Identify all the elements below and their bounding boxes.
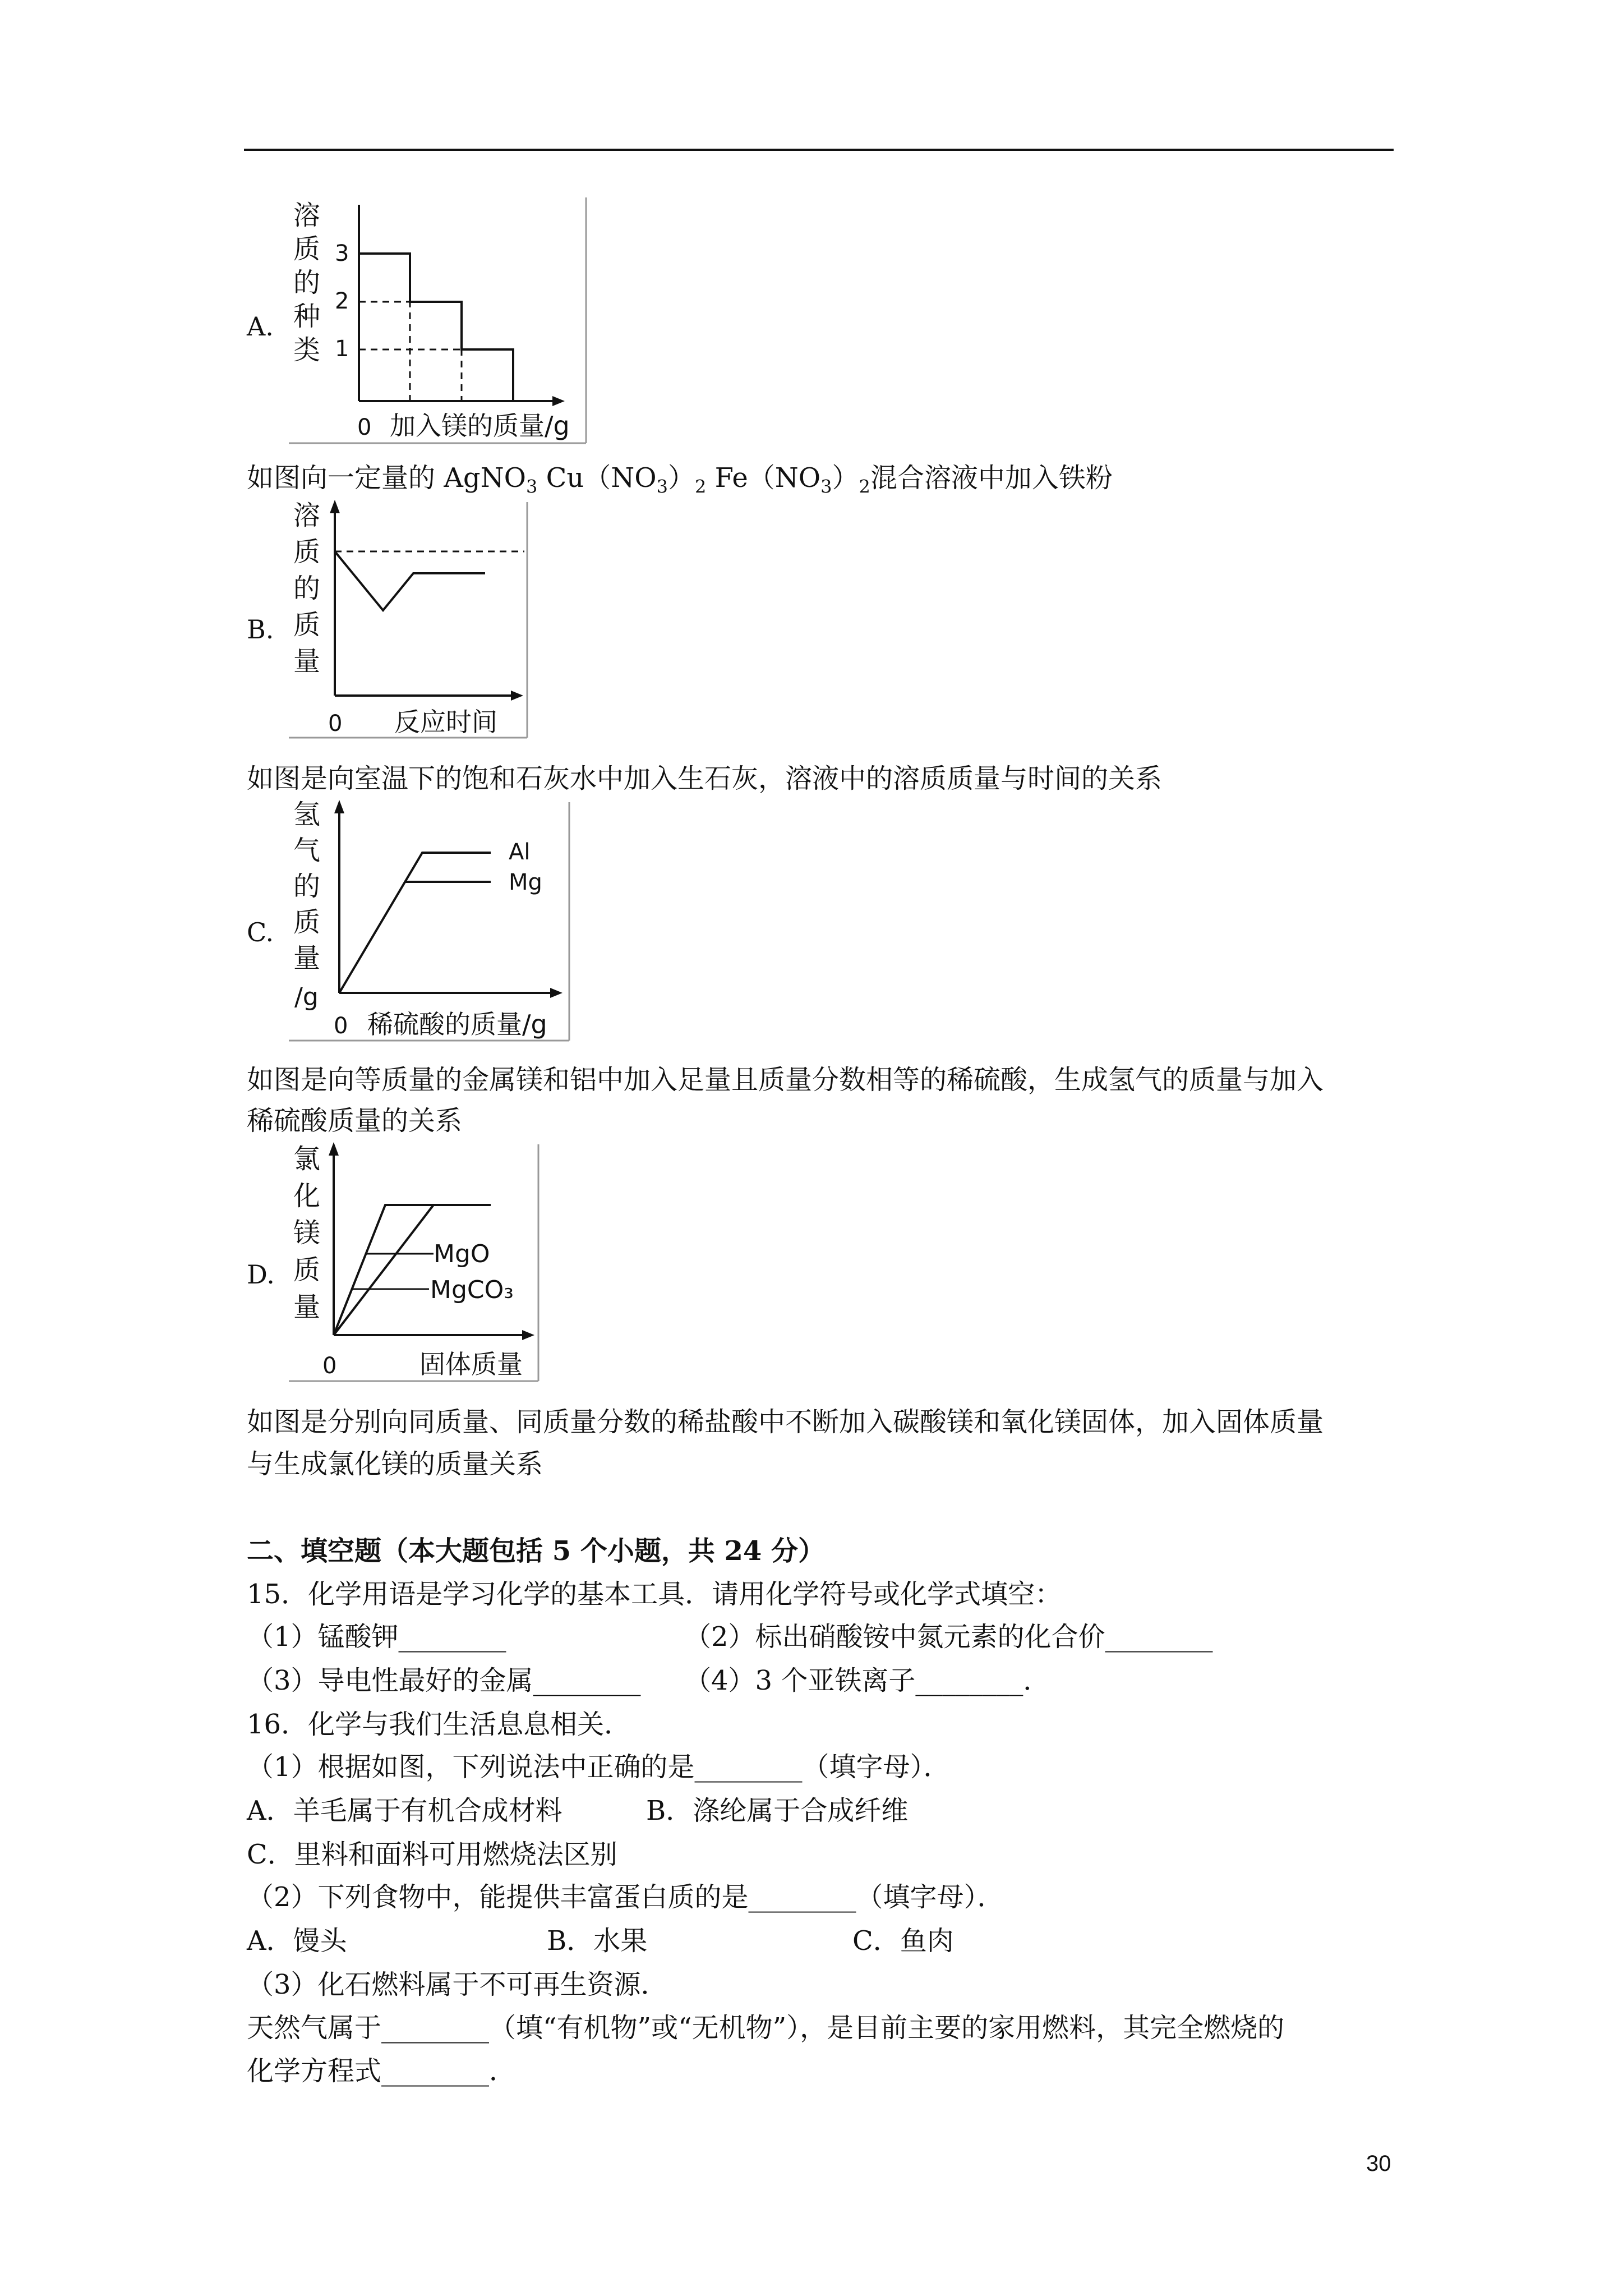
origin-label: 0 (357, 415, 372, 440)
question-15: 15．化学用语是学习化学的基本工具．请用化学符号或化学式填空： (247, 1579, 1062, 1610)
question-15-item-1: （1）锰酸钾________ (247, 1621, 506, 1653)
x-axis-label: 反应时间 (394, 707, 497, 737)
option-a-label: A. (247, 311, 274, 342)
ylabel-char: 化 (293, 1180, 321, 1212)
ylabel-char: 氢 (293, 799, 321, 830)
series-label-mgco3: MgCO₃ (430, 1276, 514, 1304)
caption-d-line2: 与生成氯化镁的质量关系 (247, 1448, 543, 1480)
question-15-item-4: （4）3 个亚铁离子________． (684, 1665, 1050, 1696)
question-16: 16．化学与我们生活息息相关． (247, 1709, 631, 1740)
dashed-guides (359, 254, 513, 401)
x-axis-label: 稀硫酸的质量/g (367, 1009, 547, 1039)
series-label-al: Al (509, 839, 531, 865)
question-15-item-2: （2）标出硝酸铵中氮元素的化合价________ (684, 1621, 1213, 1653)
y-tick-label: 1 (335, 336, 349, 362)
ylabel-char: 质 (293, 536, 321, 568)
line-al (339, 853, 491, 993)
question-16-part-3-line-1: 天然气属于________（填“有机物”或“无机物”），是目前主要的家用燃料，其完全燃烧的 (247, 2012, 1285, 2044)
ylabel-unit: /g (294, 983, 319, 1011)
origin-label: 0 (322, 1353, 337, 1379)
question-16-2-option-c: C．鱼肉 (852, 1925, 954, 1957)
question-16-option-c: C．里料和面料可用燃烧法区别 (247, 1839, 617, 1870)
caption-c-line2: 稀硫酸质量的关系 (247, 1105, 463, 1137)
series-label-mg: Mg (509, 869, 542, 895)
ylabel-char: 质 (293, 233, 321, 265)
origin-label: 0 (328, 711, 343, 737)
ylabel-char: 氯 (293, 1143, 321, 1175)
question-16-part-2: （2）下列食物中，能提供丰富蛋白质的是________（填字母）． (247, 1881, 1004, 1913)
question-15-item-3: （3）导电性最好的金属________ (247, 1665, 641, 1696)
ylabel-char: 量 (293, 1291, 321, 1323)
figure-c-chart (289, 797, 575, 1046)
section-heading: 二、填空题（本大题包括 5 个小题，共 24 分） (247, 1535, 826, 1567)
origin-label: 0 (334, 1013, 348, 1039)
ylabel-char: 种 (293, 301, 321, 332)
line-mgco3 (334, 1205, 434, 1335)
mass-curve (335, 551, 485, 610)
caption-c-line1: 如图是向等质量的金属镁和铝中加入足量且质量分数相等的稀硫酸，生成氢气的质量与加入 (247, 1064, 1324, 1096)
ylabel-char: 的 (293, 871, 321, 902)
ylabel-char: 溶 (293, 500, 321, 531)
option-c-label: C. (247, 917, 274, 947)
ylabel-char: 的 (293, 573, 321, 604)
question-16-part-3-line-2: 化学方程式________． (247, 2055, 517, 2087)
figure-b-chart (289, 496, 536, 743)
step-line (359, 254, 513, 401)
ylabel-char: 质 (293, 609, 321, 641)
ylabel-char: 的 (293, 267, 321, 298)
question-16-part-1: （1）根据如图，下列说法中正确的是________（填字母）． (247, 1751, 951, 1783)
caption-b: 如图是向室温下的饱和石灰水中加入生石灰，溶液中的溶质质量与时间的关系 (247, 763, 1163, 794)
question-16-part-3: （3）化石燃料属于不可再生资源． (247, 1969, 668, 2000)
figure-a-chart (289, 191, 603, 449)
ylabel-char: 量 (293, 646, 321, 677)
ylabel-char: 量 (293, 942, 321, 974)
ylabel-char: 类 (293, 334, 321, 366)
caption-d-line1: 如图是分别向同质量、同质量分数的稀盐酸中不断加入碳酸镁和氧化镁固体，加入固体质量 (247, 1406, 1324, 1438)
option-d-label: D. (247, 1259, 275, 1290)
ylabel-char: 质 (293, 1254, 321, 1286)
caption-a: 如图向一定量的 AgNO$_3$ $Cu(NO_3)_2$ $Fe(NO_3)_2$混合溶液中加入铁粉 (247, 462, 1113, 498)
line-mgo (334, 1205, 491, 1335)
ylabel-char: 气 (293, 835, 321, 866)
series-label-mgo: MgO (434, 1240, 490, 1268)
ylabel-char: 溶 (293, 200, 321, 231)
ylabel-char: 镁 (293, 1217, 321, 1249)
question-16-option-a: A．羊毛属于有机合成材料 (247, 1795, 562, 1826)
question-16-option-b: B．涤纶属于合成纤维 (646, 1795, 909, 1826)
x-axis-label: 固体质量 (419, 1349, 523, 1379)
y-tick-label: 2 (335, 288, 349, 314)
question-16-2-option-b: B．水果 (547, 1925, 648, 1957)
figure-d-chart (289, 1139, 547, 1388)
header-rule (244, 149, 1394, 151)
question-16-2-option-a: A．馒头 (247, 1925, 347, 1957)
y-tick-label: 3 (335, 241, 349, 266)
page-number: 30 (1366, 2151, 1391, 2176)
option-b-label: B. (247, 614, 274, 645)
x-axis-label: 加入镁的质量/g (390, 411, 570, 441)
ylabel-char: 质 (293, 907, 321, 938)
